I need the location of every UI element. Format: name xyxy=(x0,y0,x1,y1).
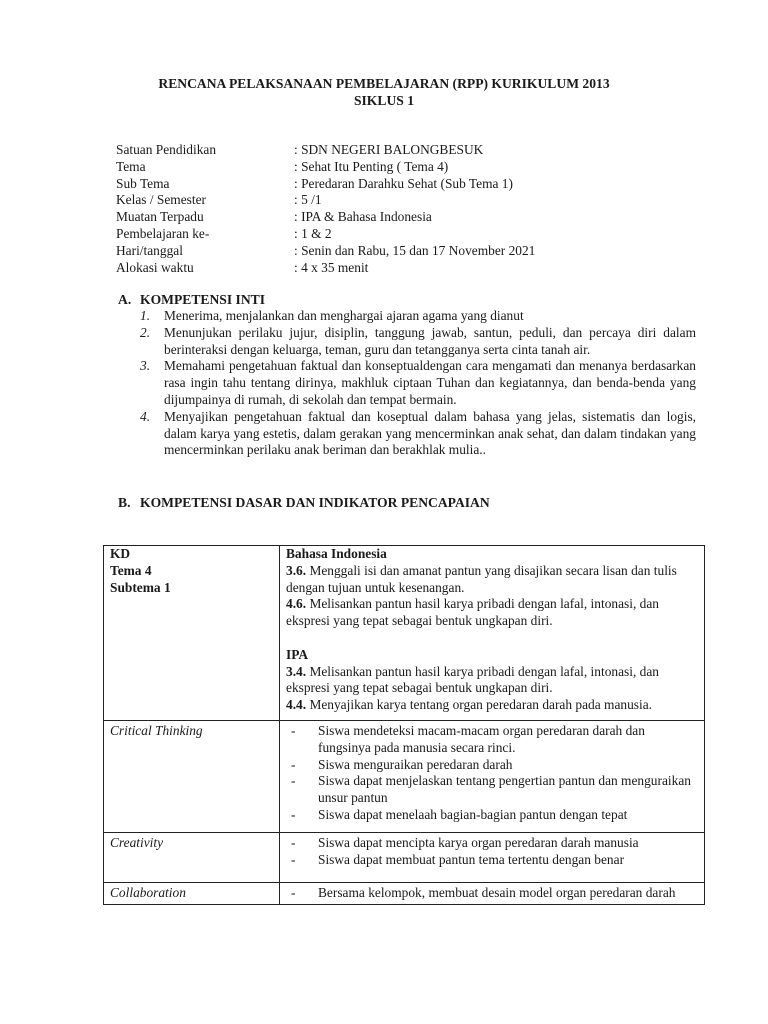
section-letter: B. xyxy=(118,495,131,510)
item-text: Bersama kelompok, membuat desain model organ peredaran darah xyxy=(318,885,676,901)
list-item xyxy=(139,409,696,459)
item-number: 3. xyxy=(140,358,151,374)
table-cell xyxy=(280,720,705,832)
list-item xyxy=(286,885,698,902)
list-item xyxy=(139,308,696,325)
bullet: - xyxy=(291,773,296,789)
info-label: Satuan Pendidikan xyxy=(116,142,217,157)
info-row xyxy=(116,176,535,193)
info-row xyxy=(116,243,535,260)
info-value: : 5 /1 xyxy=(294,192,322,208)
section-title: KOMPETENSI INTI xyxy=(140,292,266,307)
list-item xyxy=(286,835,698,852)
list-item xyxy=(286,723,698,757)
item-text: Menerima, menjalankan dan menghargai ajaran agama yang dianut xyxy=(164,308,524,323)
section-letter: A. xyxy=(118,292,132,307)
row-label: Collaboration xyxy=(104,883,280,905)
section-title: KOMPETENSI DASAR DAN INDIKATOR PENCAPAIAN xyxy=(140,495,490,510)
info-label: Hari/tanggal xyxy=(116,242,183,258)
list-item xyxy=(139,325,696,359)
list-item xyxy=(286,757,698,774)
tema-label: Tema 4 xyxy=(110,562,152,578)
row-label: Critical Thinking xyxy=(104,720,280,832)
info-row xyxy=(116,159,535,176)
bullet: - xyxy=(291,834,296,850)
subtema-label: Subtema 1 xyxy=(110,579,171,595)
info-value: : Senin dan Rabu, 15 dan 17 November 2021 xyxy=(294,242,536,258)
ipa-heading: IPA xyxy=(286,646,309,662)
info-row xyxy=(116,226,535,243)
document-subtitle: SIKLUS 1 xyxy=(353,93,415,108)
table-row xyxy=(104,832,705,883)
info-row xyxy=(116,142,535,159)
item-text: Menunjukan perilaku jujur, disiplin, tanggung jawab, santun, peduli, dan percaya diri dalam berinteraksi dengan keluarga, teman, guru dan tetangganya serta cinta tanah air. xyxy=(164,324,696,357)
info-label: Tema xyxy=(116,158,146,174)
info-value: : 1 & 2 xyxy=(294,225,332,241)
table-row xyxy=(104,883,705,905)
info-value: : 4 x 35 menit xyxy=(294,259,369,275)
table-row xyxy=(104,546,705,721)
kd-text: Menyajikan karya tentang organ peredaran darah pada manusia. xyxy=(306,697,652,713)
spacer xyxy=(286,630,698,647)
section-b-heading xyxy=(118,494,490,511)
info-value: : SDN NEGERI BALONGBESUK xyxy=(294,142,484,157)
table-cell xyxy=(280,546,705,721)
info-row xyxy=(116,192,535,209)
kd-item xyxy=(286,563,698,597)
item-number: 1. xyxy=(140,308,151,323)
table-cell xyxy=(104,546,280,721)
item-text: Siswa dapat mencipta karya organ peredaran darah manusia xyxy=(318,834,639,850)
row-label: Creativity xyxy=(104,832,280,883)
kd-label: KD xyxy=(110,546,131,561)
kd-code: 4.6. xyxy=(286,596,307,612)
kd-code: 4.4. xyxy=(286,697,307,713)
item-text: Siswa menguraikan peredaran darah xyxy=(318,756,513,772)
item-text: Siswa mendeteksi macam-macam organ peredaran darah dan fungsinya pada manusia secara rinci. xyxy=(318,722,645,755)
identity-block xyxy=(116,142,535,276)
bullet: - xyxy=(291,722,296,738)
kd-text: Melisankan pantun hasil karya pribadi dengan lafal, intonasi, dan ekspresi yang tepat sebagai bentuk ungkapan diri. xyxy=(286,596,659,629)
bullet: - xyxy=(291,806,296,822)
info-label: Alokasi waktu xyxy=(116,259,194,275)
kd-code: 3.4. xyxy=(286,663,307,679)
info-value: : IPA & Bahasa Indonesia xyxy=(294,209,432,225)
list-item xyxy=(286,773,698,807)
kd-text: Menggali isi dan amanat pantun yang disajikan secara lisan dan tulis dengan tujuan untuk kesenangan. xyxy=(286,562,677,595)
bullet: - xyxy=(291,756,296,772)
section-a-heading xyxy=(118,291,265,308)
item-number: 4. xyxy=(140,408,151,424)
table-cell xyxy=(280,883,705,905)
item-text: Memahami pengetahuan faktual dan konseptualdengan cara mengamati dan menanya berdasarkan rasa ingin tahu tentang dirinya, makhluk ciptaan Tuhan dan kegiatannya, dan benda-benda yang dijumpainya di rumah, di sekolah dan tempat bermain. xyxy=(164,358,696,407)
info-label: Pembelajaran ke- xyxy=(116,225,210,241)
kd-item xyxy=(286,596,698,630)
list-item xyxy=(139,358,696,408)
info-row xyxy=(116,260,535,277)
kd-code: 3.6. xyxy=(286,562,307,578)
kd-text: Melisankan pantun hasil karya pribadi dengan lafal, intonasi, dan ekspresi yang tepat sebagai bentuk ungkapan diri. xyxy=(286,663,659,696)
item-text: Menyajikan pengetahuan faktual dan koseptual dalam bahasa yang jelas, sistematis dan logis, dalam karya yang estetis, dalam gerakan yang mencerminkan anak sehat, dan dalam tindakan yang mencerminkan perilaku anak beriman dan berakhlak mulia.. xyxy=(164,408,696,458)
list-item xyxy=(286,807,698,824)
kd-item xyxy=(286,697,698,714)
bullet: - xyxy=(291,851,296,867)
list-item xyxy=(286,852,698,869)
info-value: : Peredaran Darahku Sehat (Sub Tema 1) xyxy=(294,175,513,191)
kd-table xyxy=(103,545,705,905)
item-number: 2. xyxy=(140,324,151,340)
info-value: : Sehat Itu Penting ( Tema 4) xyxy=(294,158,449,174)
table-cell xyxy=(280,832,705,883)
info-row xyxy=(116,209,535,226)
info-label: Sub Tema xyxy=(116,175,170,191)
info-label: Muatan Terpadu xyxy=(116,209,204,225)
item-text: Siswa dapat membuat pantun tema tertentu dengan benar xyxy=(318,851,625,867)
bullet: - xyxy=(291,885,296,901)
document-title: RENCANA PELAKSANAAN PEMBELAJARAN (RPP) KURIKULUM 2013 xyxy=(158,76,610,91)
table-row xyxy=(104,720,705,832)
item-text: Siswa dapat menelaah bagian-bagian pantun dengan tepat xyxy=(318,806,628,822)
bahasa-heading: Bahasa Indonesia xyxy=(286,546,387,561)
kd-item xyxy=(286,664,698,698)
info-label: Kelas / Semester xyxy=(116,192,206,208)
item-text: Siswa dapat menjelaskan tentang pengertian pantun dan menguraikan unsur pantun xyxy=(318,773,691,806)
kompetensi-inti-list xyxy=(139,308,696,459)
